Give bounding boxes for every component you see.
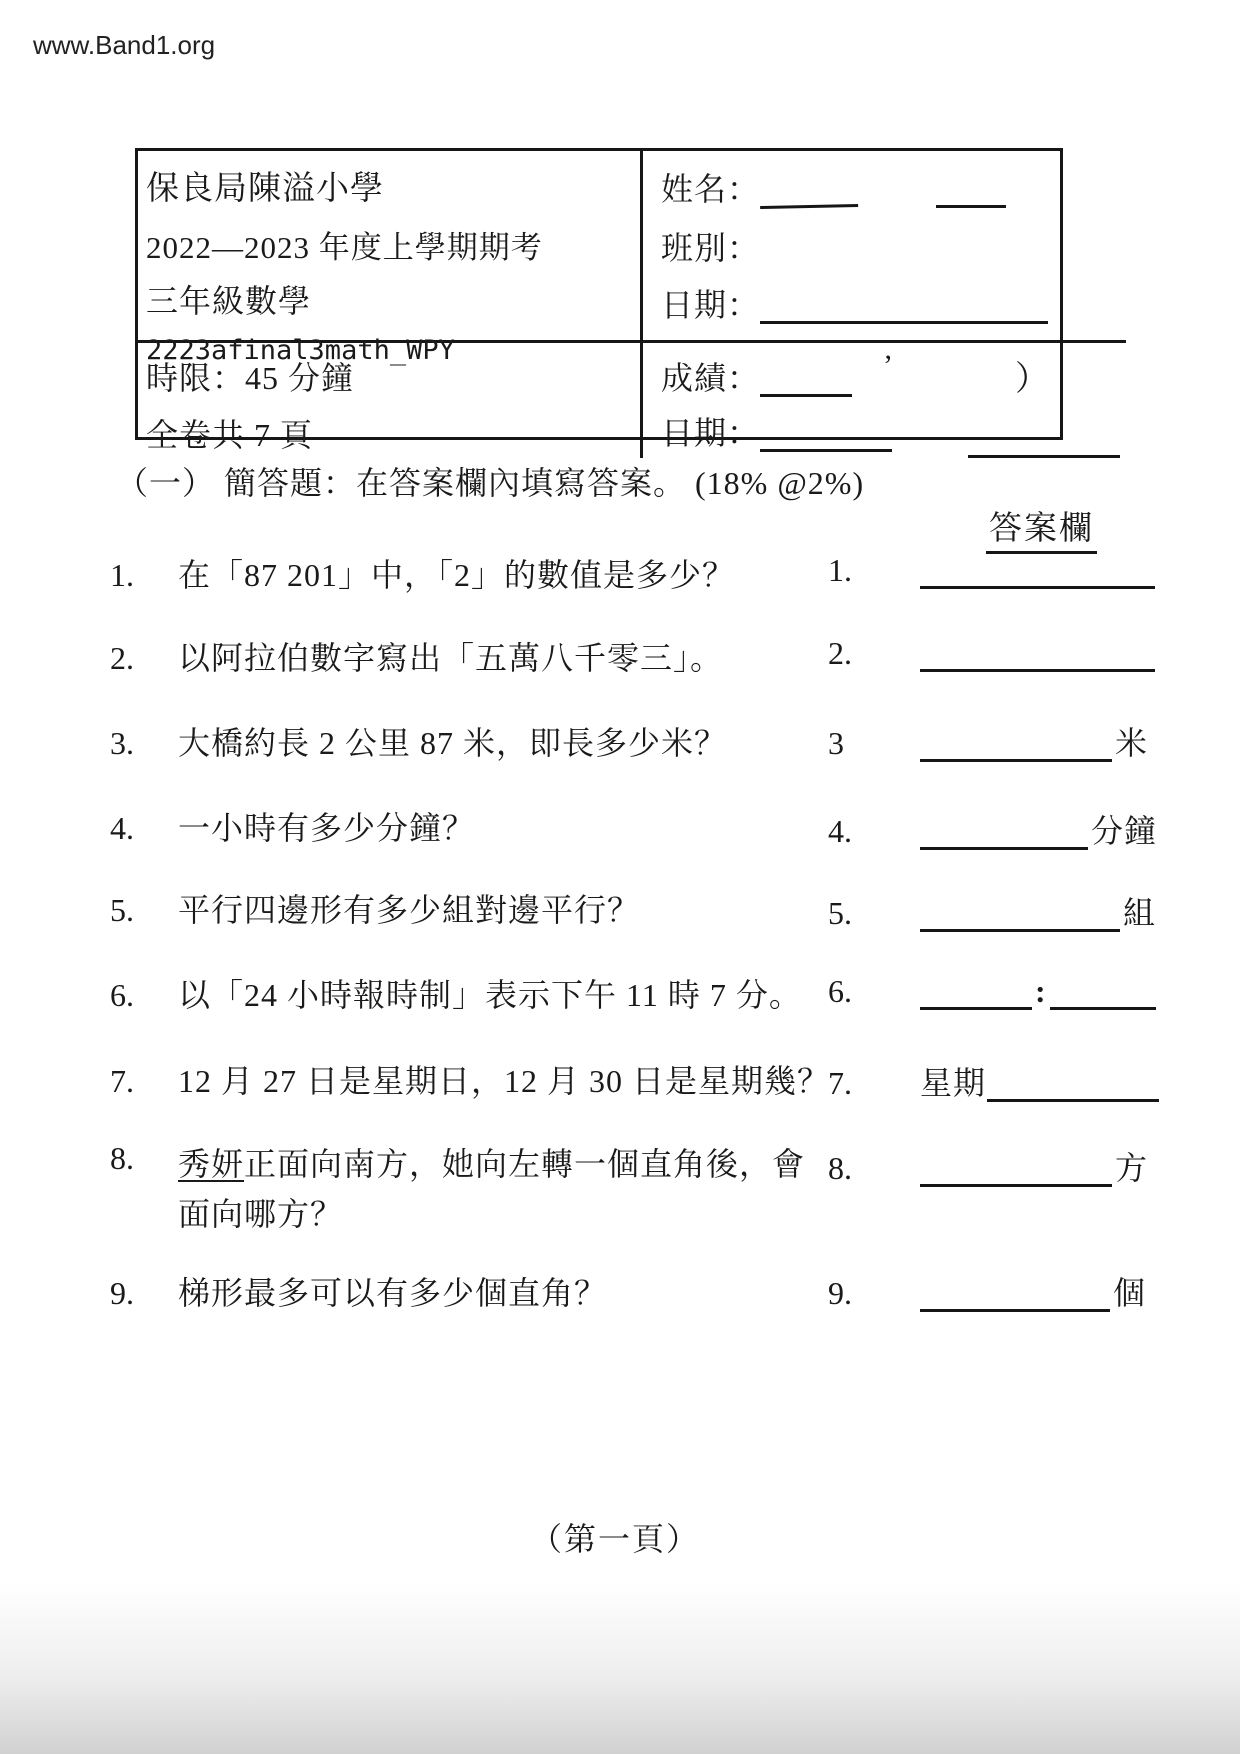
question-text-rest: 正面向南方，她向左轉一個直角後，會面向哪方？ xyxy=(178,1146,806,1232)
question-row-6 xyxy=(110,970,802,1016)
answer-row-3 xyxy=(828,718,1148,764)
school-name: 保良局陳溢小學 xyxy=(146,171,384,207)
answer-blank xyxy=(920,1297,1110,1312)
answer-blank xyxy=(920,917,1120,932)
question-text: 一小時有多少分鐘？ xyxy=(178,810,476,846)
question-number: 8. xyxy=(110,1140,134,1176)
answer-row-4 xyxy=(828,806,1157,852)
question-number: 2. xyxy=(110,640,134,676)
time-limit: 時限：45 分鐘 xyxy=(146,360,355,396)
question-text: 以「24 小時報時制」表示下午 11 時 7 分。 xyxy=(178,977,802,1013)
question-row-7 xyxy=(110,1056,830,1102)
class-label: 班別： xyxy=(661,230,761,266)
class-row xyxy=(661,223,1120,269)
question-number: 6. xyxy=(110,977,134,1013)
header-time-cell xyxy=(138,343,643,458)
date-label: 日期： xyxy=(661,287,761,323)
answer-number: 7. xyxy=(828,1065,852,1101)
answer-number: 3 xyxy=(828,725,844,761)
question-row-4 xyxy=(110,803,475,849)
score-date-blank-1 xyxy=(760,437,892,452)
answer-blank xyxy=(920,1172,1112,1187)
score-label: 成績： xyxy=(661,360,761,396)
tick-mark: ’ xyxy=(883,349,894,382)
answer-unit: 方 xyxy=(1115,1150,1149,1186)
question-text: 在「87 201」中，「2」的數值是多少？ xyxy=(178,557,736,593)
answer-row-1 xyxy=(828,552,1155,589)
page-footer: （第一頁） xyxy=(529,1521,700,1557)
answer-blank-minutes xyxy=(1050,995,1156,1010)
answer-column-title: 答案欄 xyxy=(986,502,1097,554)
question-number: 7. xyxy=(110,1063,134,1099)
answer-blank xyxy=(920,747,1112,762)
answer-number: 4. xyxy=(828,813,852,849)
score-date-blank-2 xyxy=(968,443,1120,458)
answer-number: 2. xyxy=(828,635,852,671)
answer-unit: 組 xyxy=(1123,895,1157,931)
question-row-3 xyxy=(110,718,727,764)
header-box xyxy=(135,148,1063,453)
name-row xyxy=(661,164,1120,210)
paren-mark: ） xyxy=(1015,361,1050,398)
answer-number: 8. xyxy=(828,1150,852,1186)
answer-blank xyxy=(987,1087,1159,1102)
answer-number: 6. xyxy=(828,973,852,1009)
question-text: 大橋約長 2 公里 87 米，即長多少米？ xyxy=(178,725,728,761)
section-heading: （一） 簡答題：在答案欄內填寫答案。 (18% @2%) xyxy=(116,465,865,501)
question-row-1 xyxy=(110,550,735,596)
question-row-5 xyxy=(110,885,640,931)
question-row-8 xyxy=(110,1140,820,1239)
answer-number: 5. xyxy=(828,895,852,931)
answer-number: 1. xyxy=(828,552,852,588)
paper-code: 2223afinal3math_WPY xyxy=(146,335,455,366)
question-text: 以阿拉伯數字寫出「五萬八千零三」。 xyxy=(178,640,724,676)
question-number: 1. xyxy=(110,557,134,593)
answer-row-2 xyxy=(828,635,1155,672)
question-row-2 xyxy=(110,633,723,679)
date-row xyxy=(661,280,1120,326)
answer-row-7 xyxy=(828,1058,1159,1104)
question-number: 5. xyxy=(110,892,134,928)
question-number: 9. xyxy=(110,1275,134,1311)
question-text xyxy=(178,1140,820,1239)
exam-title: 2022—2023 年度上學期期考 xyxy=(146,230,543,265)
answer-unit: 個 xyxy=(1113,1275,1147,1311)
answer-blank xyxy=(920,657,1155,672)
name-label: 姓名： xyxy=(661,171,761,207)
answer-row-9 xyxy=(828,1268,1146,1314)
question-number: 4. xyxy=(110,810,134,846)
subject: 三年級數學 xyxy=(146,283,312,319)
question-number: 3. xyxy=(110,725,134,761)
answer-unit: 米 xyxy=(1115,725,1149,761)
header-score-cell xyxy=(643,343,1126,458)
header-student-cell xyxy=(643,151,1126,343)
date-blank xyxy=(760,309,1048,324)
score-date-label: 日期： xyxy=(661,415,761,451)
score-date-row xyxy=(661,408,1120,458)
question-text: 梯形最多可以有多少個直角？ xyxy=(178,1275,608,1311)
answer-row-8 xyxy=(828,1143,1148,1189)
student-name-underlined: 秀妍 xyxy=(178,1146,245,1182)
time-separator: : xyxy=(1035,973,1047,1009)
question-text: 12 月 27 日是星期日，12 月 30 日是星期幾？ xyxy=(178,1063,831,1099)
name-blank-2 xyxy=(936,193,1006,208)
answer-unit: 分鐘 xyxy=(1091,813,1158,849)
answer-blank xyxy=(920,574,1155,589)
answer-row-6 xyxy=(828,973,1156,1010)
answer-number: 9. xyxy=(828,1275,852,1311)
answer-prefix: 星期 xyxy=(920,1065,987,1101)
answer-row-5 xyxy=(828,888,1156,934)
score-blank xyxy=(760,382,852,397)
answer-blank xyxy=(920,835,1088,850)
question-text: 平行四邊形有多少組對邊平行？ xyxy=(178,892,641,928)
question-row-9 xyxy=(110,1268,607,1314)
header-school-cell xyxy=(138,151,643,366)
watermark: www.Band1.org xyxy=(33,30,216,60)
total-pages: 全卷共 7 頁 xyxy=(146,417,314,453)
name-blank-1 xyxy=(760,192,858,209)
answer-blank-hours xyxy=(920,995,1032,1010)
